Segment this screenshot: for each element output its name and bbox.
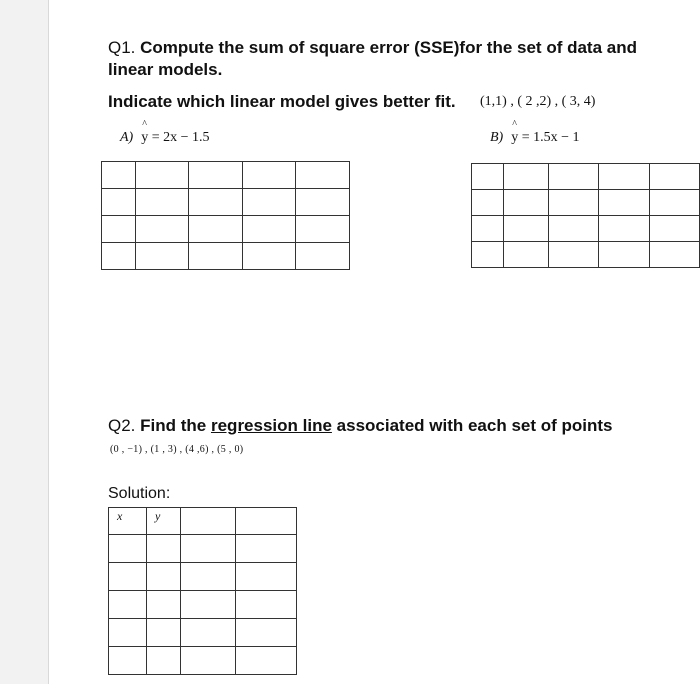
table-cell[interactable]: [236, 591, 297, 619]
table-cell[interactable]: [649, 164, 699, 190]
table-cell[interactable]: [472, 164, 504, 190]
table-cell[interactable]: [598, 190, 649, 216]
table-cell[interactable]: [147, 591, 181, 619]
table-cell[interactable]: [102, 216, 136, 243]
table-cell[interactable]: [136, 162, 189, 189]
table-cell[interactable]: [181, 535, 236, 563]
model-a: [120, 130, 210, 146]
q2-data-points: (0 , −1) , (1 , 3) , (4 ,6) , (5 , 0): [110, 444, 244, 455]
q1-question-line-1: [108, 38, 637, 58]
table-cell[interactable]: [181, 619, 236, 647]
table-cell[interactable]: [503, 164, 548, 190]
table-cell[interactable]: [102, 243, 136, 270]
table-cell[interactable]: [109, 563, 147, 591]
q2-text-underlined: regression line: [210, 416, 332, 435]
q2-text-post: associated with each set of points: [336, 416, 613, 435]
table-cell[interactable]: [243, 189, 296, 216]
table-cell[interactable]: [181, 647, 236, 675]
table-model-a: [101, 161, 350, 270]
table-cell[interactable]: [102, 189, 136, 216]
table-cell[interactable]: [243, 162, 296, 189]
q1-data-points: (1,1) , ( 2 ,2) , ( 3, 4): [480, 94, 596, 109]
q1-text-line-3: Indicate which linear model gives better fit.: [108, 92, 456, 111]
q2-number: Q2.: [108, 416, 136, 435]
table-cell[interactable]: [189, 162, 243, 189]
table-cell[interactable]: [189, 189, 243, 216]
table-model-b: [471, 163, 700, 268]
table-cell[interactable]: [181, 591, 236, 619]
q2-text-pre: Find the: [140, 416, 207, 435]
table-cell[interactable]: [649, 190, 699, 216]
model-b: [490, 130, 580, 146]
table-cell[interactable]: [296, 162, 350, 189]
table-cell[interactable]: [147, 563, 181, 591]
model-a-yhat: ^ y: [141, 130, 148, 146]
table-cell[interactable]: [503, 216, 548, 242]
model-b-yhat: ^ y: [511, 130, 518, 146]
table-cell[interactable]: [472, 242, 504, 268]
model-b-equation: = 1.5x − 1: [518, 130, 580, 145]
table-cell[interactable]: [649, 216, 699, 242]
table-cell[interactable]: [109, 535, 147, 563]
col-x-header: x: [109, 508, 147, 535]
table-cell[interactable]: [181, 563, 236, 591]
table-cell[interactable]: [102, 162, 136, 189]
table-cell[interactable]: [109, 591, 147, 619]
table-cell[interactable]: [548, 164, 598, 190]
table-cell[interactable]: [236, 535, 297, 563]
table-cell[interactable]: [236, 508, 297, 535]
model-a-equation: = 2x − 1.5: [148, 130, 210, 145]
table-cell[interactable]: [236, 563, 297, 591]
table-cell[interactable]: [109, 647, 147, 675]
table-cell[interactable]: [236, 647, 297, 675]
table-cell[interactable]: [649, 242, 699, 268]
table-cell[interactable]: [189, 243, 243, 270]
table-cell[interactable]: [472, 190, 504, 216]
table-cell[interactable]: [189, 216, 243, 243]
table-cell[interactable]: [548, 242, 598, 268]
table-cell[interactable]: [503, 190, 548, 216]
table-cell[interactable]: [236, 619, 297, 647]
model-b-label: B): [490, 130, 504, 145]
solution-label: Solution:: [108, 485, 171, 502]
table-cell[interactable]: [296, 216, 350, 243]
table-cell[interactable]: [243, 243, 296, 270]
table-cell[interactable]: [147, 647, 181, 675]
table-cell[interactable]: [548, 216, 598, 242]
table-cell[interactable]: [136, 243, 189, 270]
col-y-header: y: [147, 508, 181, 535]
table-cell[interactable]: [147, 619, 181, 647]
table-cell[interactable]: [109, 619, 147, 647]
table-cell[interactable]: [296, 243, 350, 270]
table-cell[interactable]: [503, 242, 548, 268]
table-cell[interactable]: [136, 189, 189, 216]
page-edge: [0, 0, 49, 684]
table-cell[interactable]: [181, 508, 236, 535]
solution-table: [108, 507, 297, 675]
table-cell[interactable]: [598, 164, 649, 190]
q1-text-line-1: Compute the sum of square error (SSE)for the set of data and: [140, 38, 637, 57]
q1-text-line-2: linear models.: [108, 60, 223, 79]
table-cell[interactable]: [147, 535, 181, 563]
table-cell[interactable]: [296, 189, 350, 216]
q2-question: [108, 416, 613, 436]
table-cell[interactable]: [136, 216, 189, 243]
table-cell[interactable]: [598, 216, 649, 242]
table-cell[interactable]: [472, 216, 504, 242]
table-cell[interactable]: [243, 216, 296, 243]
table-cell[interactable]: [598, 242, 649, 268]
model-a-label: A): [120, 130, 134, 145]
table-cell[interactable]: [548, 190, 598, 216]
q1-number: Q1.: [108, 38, 136, 57]
